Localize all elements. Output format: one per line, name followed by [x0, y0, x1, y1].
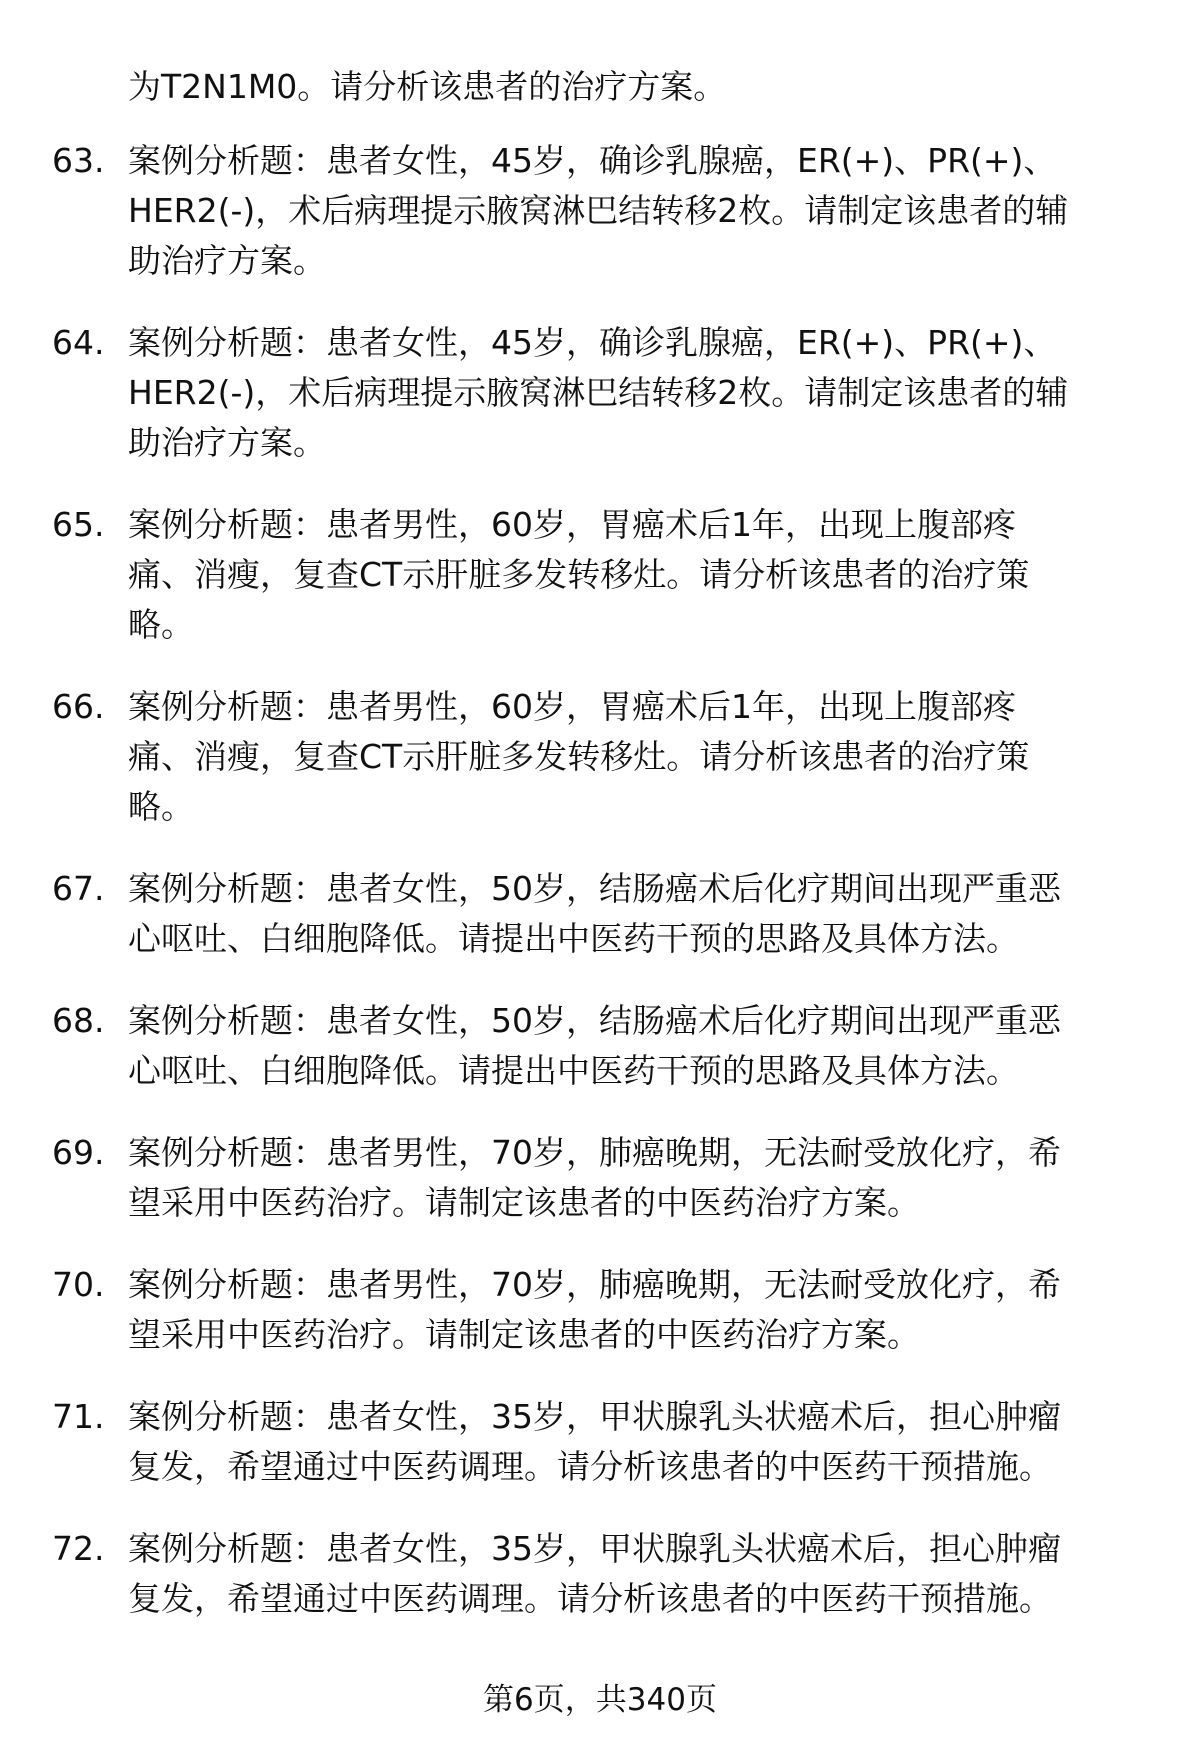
question-text [128, 1260, 1148, 1360]
question-text-line: 望采用中医药治疗。请制定该患者的中医药治疗方案。 [128, 1183, 920, 1222]
question-text-line: 略。 [128, 605, 194, 644]
question-number: 70. [52, 1265, 105, 1304]
question-text-line: HER2(-)，术后病理提示腋窝淋巴结转移2枚。请制定该患者的辅 [128, 373, 1069, 412]
question-text [128, 500, 1148, 650]
question-number: 69. [52, 1133, 105, 1172]
question-text-line: 案例分析题：患者女性，35岁，甲状腺乳头状癌术后，担心肿瘤 [128, 1529, 1061, 1568]
question-text-line: 痛、消瘦，复查CT示肝脏多发转移灶。请分析该患者的治疗策 [128, 737, 1030, 776]
question-text-line: 略。 [128, 787, 194, 826]
question-text-line: 复发，希望通过中医药调理。请分析该患者的中医药干预措施。 [128, 1447, 1052, 1486]
question-text-line: 案例分析题：患者男性，60岁，胃癌术后1年，出现上腹部疼 [128, 687, 1016, 726]
question-text [128, 864, 1148, 964]
question-text-line: 案例分析题：患者女性，50岁，结肠癌术后化疗期间出现严重恶 [128, 869, 1061, 908]
question-number: 68. [52, 1001, 105, 1040]
question-text [128, 1524, 1148, 1624]
continuation-text: 为T2N1M0。请分析该患者的治疗方案。 [128, 67, 727, 106]
question-list [0, 136, 1200, 1656]
question-item [0, 136, 1148, 286]
question-item [0, 682, 1148, 832]
question-text-line: 案例分析题：患者女性，45岁，确诊乳腺癌，ER(+)、PR(+)、 [128, 323, 1057, 362]
question-number: 65. [52, 505, 105, 544]
question-text-line: 助治疗方案。 [128, 241, 326, 280]
question-text-line: 案例分析题：患者女性，35岁，甲状腺乳头状癌术后，担心肿瘤 [128, 1397, 1061, 1436]
question-text [128, 136, 1148, 286]
question-item [0, 1260, 1148, 1360]
question-text-line: 案例分析题：患者男性，60岁，胃癌术后1年，出现上腹部疼 [128, 505, 1016, 544]
question-text [128, 1392, 1148, 1492]
page-footer: 第6页，共340页 [483, 1682, 717, 1718]
question-number: 72. [52, 1529, 105, 1568]
question-text-line: 心呕吐、白细胞降低。请提出中医药干预的思路及具体方法。 [128, 1051, 1019, 1090]
question-item [0, 1128, 1148, 1228]
question-text-line: 痛、消瘦，复查CT示肝脏多发转移灶。请分析该患者的治疗策 [128, 555, 1030, 594]
question-text-line: HER2(-)，术后病理提示腋窝淋巴结转移2枚。请制定该患者的辅 [128, 191, 1069, 230]
question-text-line: 复发，希望通过中医药调理。请分析该患者的中医药干预措施。 [128, 1579, 1052, 1618]
question-item [0, 1524, 1148, 1624]
question-text-line: 心呕吐、白细胞降低。请提出中医药干预的思路及具体方法。 [128, 919, 1019, 958]
question-number: 66. [52, 687, 105, 726]
question-text [128, 318, 1148, 468]
question-text-line: 案例分析题：患者男性，70岁，肺癌晚期，无法耐受放化疗，希 [128, 1265, 1061, 1304]
question-number: 63. [52, 141, 105, 180]
question-item [0, 500, 1148, 650]
question-item [0, 996, 1148, 1096]
question-text-line: 案例分析题：患者女性，45岁，确诊乳腺癌，ER(+)、PR(+)、 [128, 141, 1057, 180]
question-item [0, 1392, 1148, 1492]
question-text-line: 案例分析题：患者男性，70岁，肺癌晚期，无法耐受放化疗，希 [128, 1133, 1061, 1172]
question-item [0, 318, 1148, 468]
question-text [128, 682, 1148, 832]
question-text [128, 996, 1148, 1096]
question-number: 64. [52, 323, 105, 362]
question-number: 71. [52, 1397, 105, 1436]
question-text-line: 助治疗方案。 [128, 423, 326, 462]
question-text [128, 1128, 1148, 1228]
question-item [0, 864, 1148, 964]
question-text-line: 望采用中医药治疗。请制定该患者的中医药治疗方案。 [128, 1315, 920, 1354]
question-number: 67. [52, 869, 105, 908]
question-text-line: 案例分析题：患者女性，50岁，结肠癌术后化疗期间出现严重恶 [128, 1001, 1061, 1040]
